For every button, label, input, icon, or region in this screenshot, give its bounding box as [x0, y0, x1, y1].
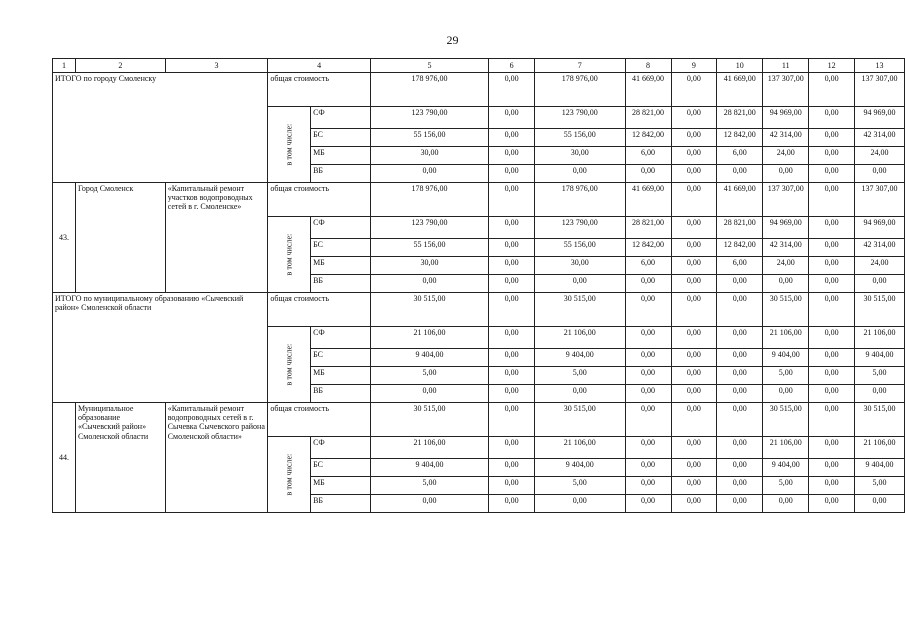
funding-source-value: 0,00	[370, 275, 488, 293]
funding-source-value: 0,00	[809, 495, 855, 513]
header-cell-7: 7	[534, 59, 625, 73]
total-cost-value: 0,00	[809, 293, 855, 327]
total-cost-value: 0,00	[489, 403, 535, 437]
funding-source-value: 0,00	[625, 349, 671, 367]
funding-source-value: 28 821,00	[625, 107, 671, 129]
funding-source-value: 42 314,00	[763, 129, 809, 147]
funding-source-value: 5,00	[763, 367, 809, 385]
funding-source-value: 0,00	[809, 477, 855, 495]
funding-source-name: МБ	[311, 147, 371, 165]
total-cost-value: 30 515,00	[854, 403, 904, 437]
total-cost-value: 41 669,00	[625, 73, 671, 107]
funding-source-value: 0,00	[671, 327, 717, 349]
funding-source-value: 0,00	[489, 275, 535, 293]
funding-source-value: 0,00	[717, 327, 763, 349]
total-cost-value: 0,00	[717, 293, 763, 327]
item-row	[53, 183, 905, 217]
funding-source-value: 0,00	[854, 165, 904, 183]
funding-source-value: 9 404,00	[854, 459, 904, 477]
funding-source-value: 0,00	[489, 165, 535, 183]
total-cost-value: 178 976,00	[534, 183, 625, 217]
funding-source-value: 0,00	[763, 385, 809, 403]
funding-source-value: 28 821,00	[717, 107, 763, 129]
funding-source-value: 0,00	[625, 477, 671, 495]
funding-source-name: БС	[311, 129, 371, 147]
funding-source-name: ВБ	[311, 165, 371, 183]
funding-source-value: 12 842,00	[625, 129, 671, 147]
funding-source-value: 0,00	[809, 459, 855, 477]
total-cost-value: 0,00	[809, 73, 855, 107]
funding-source-value: 0,00	[809, 165, 855, 183]
total-cost-value: 0,00	[809, 403, 855, 437]
funding-source-value: 94 969,00	[854, 107, 904, 129]
funding-source-value: 21 106,00	[534, 437, 625, 459]
funding-source-value: 42 314,00	[854, 239, 904, 257]
funding-source-value: 0,00	[489, 147, 535, 165]
funding-source-value: 0,00	[489, 239, 535, 257]
funding-source-value: 0,00	[809, 349, 855, 367]
funding-source-value: 6,00	[717, 257, 763, 275]
funding-source-value: 9 404,00	[763, 459, 809, 477]
funding-source-value: 0,00	[625, 275, 671, 293]
funding-source-value: 0,00	[763, 495, 809, 513]
funding-source-value: 21 106,00	[534, 327, 625, 349]
funding-source-value: 24,00	[763, 147, 809, 165]
total-cost-label: общая стоимость	[268, 403, 370, 437]
funding-source-value: 0,00	[671, 349, 717, 367]
funding-source-value: 94 969,00	[763, 107, 809, 129]
funding-source-value: 5,00	[763, 477, 809, 495]
funding-source-value: 0,00	[717, 165, 763, 183]
funding-source-value: 0,00	[809, 367, 855, 385]
total-cost-value: 0,00	[625, 293, 671, 327]
funding-source-value: 0,00	[671, 275, 717, 293]
municipality-name: Муниципальное образование «Сычевский район» Смоленской области	[75, 403, 165, 513]
funding-source-value: 0,00	[625, 385, 671, 403]
total-cost-value: 0,00	[671, 293, 717, 327]
funding-source-value: 0,00	[717, 385, 763, 403]
funding-source-value: 0,00	[489, 349, 535, 367]
funding-source-value: 0,00	[671, 239, 717, 257]
funding-source-value: 0,00	[534, 165, 625, 183]
funding-source-value: 0,00	[489, 107, 535, 129]
funding-source-value: 9 404,00	[534, 459, 625, 477]
funding-source-value: 5,00	[854, 477, 904, 495]
total-cost-value: 0,00	[717, 403, 763, 437]
total-cost-value: 41 669,00	[717, 183, 763, 217]
funding-source-value: 21 106,00	[763, 327, 809, 349]
funding-source-value: 0,00	[489, 477, 535, 495]
total-cost-value: 137 307,00	[763, 73, 809, 107]
funding-source-value: 123 790,00	[370, 217, 488, 239]
funding-source-value: 0,00	[489, 385, 535, 403]
funding-source-value: 0,00	[370, 165, 488, 183]
header-cell-8: 8	[625, 59, 671, 73]
in-total-label: в том числе:	[284, 343, 294, 386]
funding-source-value: 0,00	[854, 275, 904, 293]
total-cost-value: 0,00	[671, 73, 717, 107]
funding-source-value: 0,00	[625, 367, 671, 385]
funding-source-value: 94 969,00	[763, 217, 809, 239]
funding-source-value: 0,00	[717, 275, 763, 293]
funding-source-value: 0,00	[854, 495, 904, 513]
in-total-label: в том числе:	[284, 123, 294, 166]
funding-source-value: 30,00	[370, 147, 488, 165]
funding-source-value: 0,00	[809, 217, 855, 239]
header-cell-10: 10	[717, 59, 763, 73]
funding-source-value: 6,00	[625, 147, 671, 165]
in-total-label: в том числе:	[284, 233, 294, 276]
page-number: 29	[446, 33, 459, 47]
total-cost-value: 137 307,00	[854, 73, 904, 107]
total-cost-value: 0,00	[625, 403, 671, 437]
funding-source-value: 9 404,00	[534, 349, 625, 367]
funding-source-name: МБ	[311, 477, 371, 495]
total-cost-value: 30 515,00	[370, 403, 488, 437]
funding-source-value: 0,00	[534, 275, 625, 293]
funding-source-value: 21 106,00	[854, 437, 904, 459]
funding-source-value: 0,00	[717, 495, 763, 513]
header-cell-13: 13	[854, 59, 904, 73]
total-cost-label: общая стоимость	[268, 73, 370, 107]
funding-source-name: ВБ	[311, 275, 371, 293]
funding-source-value: 5,00	[854, 367, 904, 385]
header-cell-4: 4	[268, 59, 370, 73]
funding-source-name: СФ	[311, 327, 371, 349]
funding-source-value: 9 404,00	[854, 349, 904, 367]
funding-source-value: 0,00	[671, 367, 717, 385]
total-cost-value: 137 307,00	[854, 183, 904, 217]
funding-source-value: 55 156,00	[370, 239, 488, 257]
total-cost-value: 0,00	[671, 183, 717, 217]
total-cost-value: 0,00	[489, 73, 535, 107]
funding-source-value: 0,00	[717, 367, 763, 385]
funding-source-value: 0,00	[671, 495, 717, 513]
total-cost-value: 30 515,00	[534, 293, 625, 327]
project-name: «Капитальный ремонт участков водопроводных сетей в г. Смоленске»	[165, 183, 268, 293]
funding-source-value: 0,00	[809, 107, 855, 129]
funding-source-value: 55 156,00	[534, 129, 625, 147]
total-row	[53, 73, 905, 107]
total-cost-value: 0,00	[489, 183, 535, 217]
funding-source-value: 0,00	[625, 495, 671, 513]
in-total-label-cell	[268, 437, 311, 513]
header-cell-11: 11	[763, 59, 809, 73]
funding-source-value: 0,00	[809, 239, 855, 257]
funding-source-name: ВБ	[311, 385, 371, 403]
total-cost-value: 30 515,00	[854, 293, 904, 327]
funding-source-value: 0,00	[671, 165, 717, 183]
total-cost-value: 41 669,00	[625, 183, 671, 217]
funding-source-value: 0,00	[370, 495, 488, 513]
funding-source-name: СФ	[311, 107, 371, 129]
funding-source-value: 42 314,00	[763, 239, 809, 257]
in-total-label: в том числе:	[284, 453, 294, 496]
funding-source-value: 0,00	[809, 257, 855, 275]
funding-source-value: 0,00	[717, 459, 763, 477]
total-label: ИТОГО по муниципальному образованию «Сычевский район» Смоленской области	[53, 293, 268, 403]
funding-source-value: 12 842,00	[625, 239, 671, 257]
total-cost-value: 0,00	[809, 183, 855, 217]
funding-source-value: 0,00	[489, 495, 535, 513]
total-cost-value: 178 976,00	[370, 183, 488, 217]
header-cell-1: 1	[53, 59, 76, 73]
funding-source-value: 0,00	[671, 107, 717, 129]
funding-source-value: 0,00	[625, 327, 671, 349]
funding-source-value: 0,00	[534, 495, 625, 513]
funding-source-value: 5,00	[534, 367, 625, 385]
funding-source-value: 9 404,00	[370, 349, 488, 367]
funding-source-value: 5,00	[534, 477, 625, 495]
funding-source-name: ВБ	[311, 495, 371, 513]
funding-source-value: 0,00	[489, 257, 535, 275]
funding-source-value: 5,00	[370, 367, 488, 385]
funding-source-value: 6,00	[625, 257, 671, 275]
funding-source-value: 0,00	[671, 129, 717, 147]
funding-source-value: 0,00	[809, 275, 855, 293]
total-cost-value: 30 515,00	[763, 403, 809, 437]
funding-source-value: 12 842,00	[717, 129, 763, 147]
funding-source-value: 21 106,00	[854, 327, 904, 349]
funding-source-value: 0,00	[809, 327, 855, 349]
header-cell-3: 3	[165, 59, 268, 73]
funding-source-value: 24,00	[854, 257, 904, 275]
in-total-label-cell	[268, 107, 311, 183]
funding-source-value: 0,00	[854, 385, 904, 403]
funding-source-value: 0,00	[625, 165, 671, 183]
funding-source-name: МБ	[311, 257, 371, 275]
funding-source-value: 123 790,00	[534, 107, 625, 129]
funding-source-value: 55 156,00	[370, 129, 488, 147]
funding-source-value: 5,00	[370, 477, 488, 495]
funding-source-value: 0,00	[489, 367, 535, 385]
funding-source-value: 21 106,00	[763, 437, 809, 459]
funding-source-value: 0,00	[717, 437, 763, 459]
in-total-label-cell	[268, 217, 311, 293]
funding-source-value: 55 156,00	[534, 239, 625, 257]
funding-source-value: 0,00	[489, 129, 535, 147]
header-cell-6: 6	[489, 59, 535, 73]
total-cost-value: 30 515,00	[534, 403, 625, 437]
project-name: «Капитальный ремонт водопроводных сетей в г. Сычевка Сычевского района Смоленской области»	[165, 403, 268, 513]
funding-source-value: 24,00	[854, 147, 904, 165]
funding-source-value: 28 821,00	[625, 217, 671, 239]
funding-source-value: 9 404,00	[370, 459, 488, 477]
header-row	[53, 59, 905, 73]
total-row	[53, 293, 905, 327]
funding-source-value: 0,00	[489, 217, 535, 239]
funding-source-value: 94 969,00	[854, 217, 904, 239]
funding-source-name: СФ	[311, 437, 371, 459]
funding-source-value: 0,00	[370, 385, 488, 403]
total-cost-value: 178 976,00	[370, 73, 488, 107]
funding-source-name: БС	[311, 349, 371, 367]
funding-source-name: СФ	[311, 217, 371, 239]
funding-source-value: 0,00	[671, 459, 717, 477]
funding-source-value: 42 314,00	[854, 129, 904, 147]
row-number: 43.	[53, 183, 76, 293]
funding-source-value: 0,00	[809, 437, 855, 459]
funding-source-value: 0,00	[671, 257, 717, 275]
funding-source-value: 0,00	[763, 165, 809, 183]
total-cost-value: 30 515,00	[370, 293, 488, 327]
header-cell-2: 2	[75, 59, 165, 73]
header-cell-12: 12	[809, 59, 855, 73]
funding-source-value: 30,00	[534, 147, 625, 165]
funding-source-value: 0,00	[534, 385, 625, 403]
funding-source-value: 0,00	[671, 477, 717, 495]
funding-source-value: 0,00	[671, 217, 717, 239]
funding-source-value: 0,00	[809, 129, 855, 147]
funding-source-value: 0,00	[489, 327, 535, 349]
funding-source-value: 0,00	[671, 437, 717, 459]
row-number: 44.	[53, 403, 76, 513]
funding-source-value: 0,00	[489, 459, 535, 477]
funding-source-value: 21 106,00	[370, 327, 488, 349]
funding-source-value: 0,00	[625, 459, 671, 477]
total-cost-label: общая стоимость	[268, 293, 370, 327]
funding-source-name: БС	[311, 459, 371, 477]
total-cost-value: 178 976,00	[534, 73, 625, 107]
funding-source-value: 0,00	[717, 349, 763, 367]
funding-source-value: 0,00	[717, 477, 763, 495]
funding-source-value: 9 404,00	[763, 349, 809, 367]
funding-source-value: 0,00	[809, 385, 855, 403]
funding-source-value: 0,00	[625, 437, 671, 459]
funding-source-value: 0,00	[671, 385, 717, 403]
header-cell-9: 9	[671, 59, 717, 73]
budget-table	[52, 58, 905, 513]
item-row	[53, 403, 905, 437]
funding-source-value: 12 842,00	[717, 239, 763, 257]
total-cost-value: 0,00	[489, 293, 535, 327]
funding-source-name: МБ	[311, 367, 371, 385]
funding-source-value: 0,00	[809, 147, 855, 165]
header-cell-5: 5	[370, 59, 488, 73]
total-cost-label: общая стоимость	[268, 183, 370, 217]
funding-source-value: 0,00	[763, 275, 809, 293]
funding-source-value: 123 790,00	[370, 107, 488, 129]
funding-source-value: 24,00	[763, 257, 809, 275]
funding-source-value: 28 821,00	[717, 217, 763, 239]
in-total-label-cell	[268, 327, 311, 403]
total-label: ИТОГО по городу Смоленску	[53, 73, 268, 183]
total-cost-value: 137 307,00	[763, 183, 809, 217]
total-cost-value: 41 669,00	[717, 73, 763, 107]
funding-source-value: 21 106,00	[370, 437, 488, 459]
funding-source-value: 30,00	[370, 257, 488, 275]
funding-source-name: БС	[311, 239, 371, 257]
total-cost-value: 30 515,00	[763, 293, 809, 327]
funding-source-value: 0,00	[671, 147, 717, 165]
funding-source-value: 0,00	[489, 437, 535, 459]
funding-source-value: 6,00	[717, 147, 763, 165]
funding-source-value: 123 790,00	[534, 217, 625, 239]
funding-source-value: 30,00	[534, 257, 625, 275]
municipality-name: Город Смоленск	[75, 183, 165, 293]
total-cost-value: 0,00	[671, 403, 717, 437]
